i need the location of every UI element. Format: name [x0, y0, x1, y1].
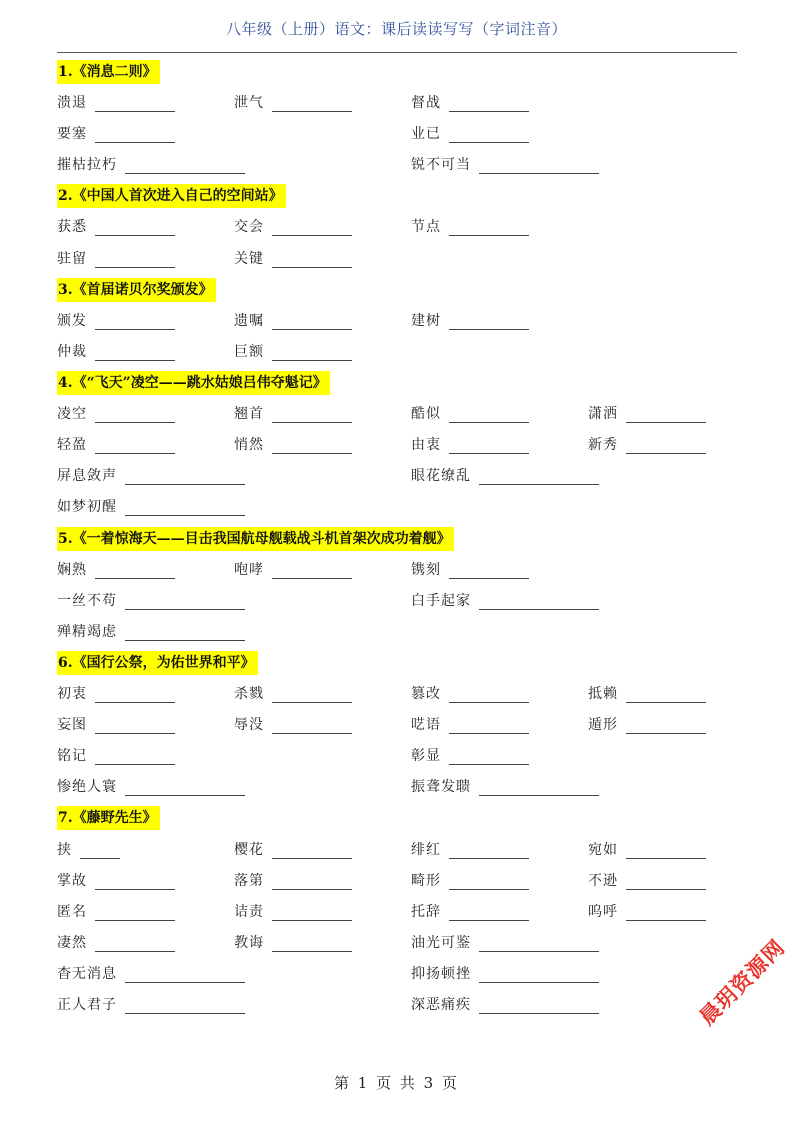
vocab-item — [411, 433, 529, 457]
vocab-word: 篡改 — [411, 686, 441, 702]
pinyin-answer-blank[interactable] — [449, 842, 529, 859]
vocab-item — [234, 900, 352, 924]
vocab-item — [57, 838, 120, 862]
vocab-word: 屏息敛声 — [57, 468, 117, 484]
vocab-word: 潇洒 — [588, 406, 618, 422]
vocab-item — [234, 838, 352, 862]
vocab-item — [57, 993, 245, 1017]
pinyin-answer-blank[interactable] — [272, 437, 352, 454]
vocab-item — [588, 682, 706, 706]
vocab-word: 新秀 — [588, 437, 618, 453]
vocab-word: 建树 — [411, 313, 441, 329]
vocab-word: 匿名 — [57, 904, 87, 920]
vocab-word: 油光可鉴 — [411, 935, 471, 951]
vocab-word: 初衷 — [57, 686, 87, 702]
pinyin-answer-blank[interactable] — [449, 219, 529, 236]
vocab-word: 镌刻 — [411, 562, 441, 578]
vocab-word: 铭记 — [57, 748, 87, 764]
vocab-word: 抑扬顿挫 — [411, 966, 471, 982]
pinyin-answer-blank[interactable] — [95, 935, 175, 952]
vocab-item — [588, 713, 706, 737]
vocab-word: 眼花缭乱 — [411, 468, 471, 484]
vocab-word: 获悉 — [57, 219, 87, 235]
vocab-word: 彰显 — [411, 748, 441, 764]
pinyin-answer-blank[interactable] — [272, 219, 352, 236]
pinyin-answer-blank[interactable] — [272, 95, 352, 112]
pinyin-answer-blank[interactable] — [626, 406, 706, 423]
vocab-word: 锐不可当 — [411, 157, 471, 173]
pinyin-answer-blank[interactable] — [626, 437, 706, 454]
vocab-word: 督战 — [411, 95, 441, 111]
pinyin-answer-blank[interactable] — [95, 904, 175, 921]
vocab-word: 宛如 — [588, 842, 618, 858]
header-divider — [57, 52, 737, 53]
vocab-word: 凄然 — [57, 935, 87, 951]
vocab-item — [234, 433, 352, 457]
vocab-item — [411, 838, 529, 862]
vocab-item — [588, 869, 706, 893]
pinyin-answer-blank[interactable] — [272, 406, 352, 423]
vocab-word: 畸形 — [411, 873, 441, 889]
vocab-item — [57, 620, 245, 644]
pinyin-answer-blank[interactable] — [449, 95, 529, 112]
pinyin-answer-blank[interactable] — [449, 873, 529, 890]
pinyin-answer-blank[interactable] — [95, 873, 175, 890]
pinyin-answer-blank[interactable] — [626, 717, 706, 734]
vocab-item — [57, 402, 175, 426]
vocab-word: 巨额 — [234, 344, 264, 360]
vocab-word: 凌空 — [57, 406, 87, 422]
vocab-word: 落第 — [234, 873, 264, 889]
vocab-item — [411, 775, 599, 799]
pinyin-answer-blank[interactable] — [95, 406, 175, 423]
vocab-item — [57, 931, 175, 955]
vocab-item — [57, 91, 175, 115]
vocab-word: 樱花 — [234, 842, 264, 858]
vocab-word: 白手起家 — [411, 593, 471, 609]
vocab-word: 摧枯拉朽 — [57, 157, 117, 173]
pinyin-answer-blank[interactable] — [449, 904, 529, 921]
pinyin-answer-blank[interactable] — [95, 95, 175, 112]
vocab-item — [57, 464, 245, 488]
pinyin-answer-blank[interactable] — [95, 686, 175, 703]
vocab-item — [234, 91, 352, 115]
vocab-item — [411, 402, 529, 426]
pinyin-answer-blank[interactable] — [125, 157, 245, 174]
pinyin-answer-blank[interactable] — [125, 593, 245, 610]
vocab-word: 教诲 — [234, 935, 264, 951]
vocab-item — [411, 869, 529, 893]
page-number: 第 1 页 共 3 页 — [334, 1074, 459, 1092]
vocab-word: 一丝不苟 — [57, 593, 117, 609]
pinyin-answer-blank[interactable] — [125, 966, 245, 983]
pinyin-answer-blank[interactable] — [449, 313, 529, 330]
vocab-item — [234, 713, 352, 737]
vocab-item — [588, 402, 706, 426]
vocab-item — [234, 309, 352, 333]
pinyin-answer-blank[interactable] — [95, 126, 175, 143]
vocab-word: 仲裁 — [57, 344, 87, 360]
watermark-logo: 晨玥资源网 — [694, 935, 790, 1030]
vocab-word: 娴熟 — [57, 562, 87, 578]
vocab-word: 悄然 — [234, 437, 264, 453]
vocab-item — [57, 340, 175, 364]
vocab-word: 辱没 — [234, 717, 264, 733]
pinyin-answer-blank[interactable] — [626, 842, 706, 859]
pinyin-answer-blank[interactable] — [272, 313, 352, 330]
pinyin-answer-blank[interactable] — [272, 562, 352, 579]
vocab-item — [411, 91, 529, 115]
vocab-word: 掌故 — [57, 873, 87, 889]
pinyin-answer-blank[interactable] — [95, 562, 175, 579]
vocab-word: 挟 — [57, 842, 72, 858]
pinyin-answer-blank[interactable] — [80, 842, 120, 859]
pinyin-answer-blank[interactable] — [95, 344, 175, 361]
vocab-item — [57, 153, 245, 177]
pinyin-answer-blank[interactable] — [272, 251, 352, 268]
vocab-word: 遗嘱 — [234, 313, 264, 329]
vocab-word: 杳无消息 — [57, 966, 117, 982]
vocab-item — [588, 433, 706, 457]
vocab-item — [57, 495, 245, 519]
vocab-item — [411, 682, 529, 706]
pinyin-answer-blank[interactable] — [272, 904, 352, 921]
vocab-item — [234, 340, 352, 364]
vocab-item — [57, 900, 175, 924]
vocab-word: 殚精竭虑 — [57, 624, 117, 640]
vocab-word: 妄图 — [57, 717, 87, 733]
pinyin-answer-blank[interactable] — [449, 686, 529, 703]
vocab-word: 诘责 — [234, 904, 264, 920]
pinyin-answer-blank[interactable] — [449, 562, 529, 579]
vocab-item — [411, 900, 529, 924]
vocab-word: 深恶痛疾 — [411, 997, 471, 1013]
pinyin-answer-blank[interactable] — [95, 437, 175, 454]
pinyin-answer-blank[interactable] — [479, 966, 599, 983]
vocab-item — [57, 122, 175, 146]
pinyin-answer-blank[interactable] — [449, 748, 529, 765]
vocab-item — [57, 713, 175, 737]
vocab-word: 由衷 — [411, 437, 441, 453]
vocab-item — [57, 433, 175, 457]
vocab-item — [411, 962, 599, 986]
vocab-item — [234, 247, 352, 271]
section-title: 6.《国行公祭，为佑世界和平》 — [57, 651, 258, 675]
vocab-item — [411, 558, 529, 582]
vocab-item — [234, 931, 352, 955]
vocab-word: 抵赖 — [588, 686, 618, 702]
pinyin-answer-blank[interactable] — [272, 935, 352, 952]
pinyin-answer-blank[interactable] — [95, 717, 175, 734]
pinyin-answer-blank[interactable] — [272, 686, 352, 703]
vocab-item — [411, 153, 599, 177]
vocab-item — [234, 869, 352, 893]
vocab-word: 托辞 — [411, 904, 441, 920]
vocab-item — [57, 558, 175, 582]
section-title: 1.《消息二则》 — [57, 60, 160, 84]
vocab-word: 呓语 — [411, 717, 441, 733]
vocab-item — [234, 402, 352, 426]
vocab-item — [588, 900, 706, 924]
vocab-word: 振聋发聩 — [411, 779, 471, 795]
vocab-item — [57, 215, 175, 239]
pinyin-answer-blank[interactable] — [95, 748, 175, 765]
section-title: 2.《中国人首次进入自己的空间站》 — [57, 184, 286, 208]
vocab-item — [411, 215, 529, 239]
vocab-word: 遁形 — [588, 717, 618, 733]
vocab-word: 驻留 — [57, 251, 87, 267]
vocab-item — [234, 682, 352, 706]
pinyin-answer-blank[interactable] — [479, 935, 599, 952]
vocab-item — [57, 589, 245, 613]
vocab-word: 颁发 — [57, 313, 87, 329]
vocab-word: 节点 — [411, 219, 441, 235]
vocab-word: 翘首 — [234, 406, 264, 422]
pinyin-answer-blank[interactable] — [626, 686, 706, 703]
section-title: 3.《首届诺贝尔奖颁发》 — [57, 278, 216, 302]
vocab-word: 交会 — [234, 219, 264, 235]
vocab-item — [411, 309, 529, 333]
vocab-item — [411, 744, 529, 768]
pinyin-answer-blank[interactable] — [95, 313, 175, 330]
pinyin-answer-blank[interactable] — [125, 997, 245, 1014]
vocab-item — [411, 122, 529, 146]
pinyin-answer-blank[interactable] — [626, 904, 706, 921]
pinyin-answer-blank[interactable] — [479, 593, 599, 610]
vocab-item — [57, 309, 175, 333]
vocab-item — [411, 931, 599, 955]
vocab-word: 不逊 — [588, 873, 618, 889]
section-title: 4.《“飞天”凌空——跳水姑娘吕伟夺魁记》 — [57, 371, 330, 395]
vocab-item — [588, 838, 706, 862]
vocab-item — [234, 215, 352, 239]
section-title: 5.《一着惊海天——目击我国航母舰载战斗机首架次成功着舰》 — [57, 527, 454, 551]
vocab-word: 业已 — [411, 126, 441, 142]
vocab-item — [57, 775, 245, 799]
vocab-word: 绯红 — [411, 842, 441, 858]
vocab-word: 正人君子 — [57, 997, 117, 1013]
pinyin-answer-blank[interactable] — [626, 873, 706, 890]
vocab-word: 关键 — [234, 251, 264, 267]
pinyin-answer-blank[interactable] — [479, 468, 599, 485]
vocab-item — [411, 589, 599, 613]
vocab-item — [57, 869, 175, 893]
vocab-word: 杀戮 — [234, 686, 264, 702]
pinyin-answer-blank[interactable] — [479, 157, 599, 174]
vocab-item — [57, 962, 245, 986]
vocab-item — [411, 713, 529, 737]
vocab-item — [411, 993, 599, 1017]
vocab-word: 要塞 — [57, 126, 87, 142]
vocab-word: 呜呼 — [588, 904, 618, 920]
vocab-item — [411, 464, 599, 488]
pinyin-answer-blank[interactable] — [272, 717, 352, 734]
vocab-word: 溃退 — [57, 95, 87, 111]
pinyin-answer-blank[interactable] — [449, 406, 529, 423]
pinyin-answer-blank[interactable] — [95, 219, 175, 236]
pinyin-answer-blank[interactable] — [125, 779, 245, 796]
pinyin-answer-blank[interactable] — [449, 126, 529, 143]
pinyin-answer-blank[interactable] — [449, 717, 529, 734]
vocab-item — [57, 744, 175, 768]
pinyin-answer-blank[interactable] — [479, 779, 599, 796]
vocab-word: 咆哮 — [234, 562, 264, 578]
vocab-word: 如梦初醒 — [57, 499, 117, 515]
vocab-item — [234, 558, 352, 582]
vocab-word: 轻盈 — [57, 437, 87, 453]
vocab-item — [57, 247, 175, 271]
vocab-word: 泄气 — [234, 95, 264, 111]
section-title: 7.《藤野先生》 — [57, 806, 160, 830]
vocab-word: 酷似 — [411, 406, 441, 422]
pinyin-answer-blank[interactable] — [125, 499, 245, 516]
pinyin-answer-blank[interactable] — [125, 624, 245, 641]
vocab-item — [57, 682, 175, 706]
pinyin-answer-blank[interactable] — [272, 873, 352, 890]
pinyin-answer-blank[interactable] — [95, 251, 175, 268]
pinyin-answer-blank[interactable] — [125, 468, 245, 485]
pinyin-answer-blank[interactable] — [449, 437, 529, 454]
pinyin-answer-blank[interactable] — [272, 344, 352, 361]
pinyin-answer-blank[interactable] — [479, 997, 599, 1014]
vocab-word: 惨绝人寰 — [57, 779, 117, 795]
page-header-title: 八年级（上册）语文：课后读读写写（字词注音） — [225, 20, 567, 38]
pinyin-answer-blank[interactable] — [272, 842, 352, 859]
